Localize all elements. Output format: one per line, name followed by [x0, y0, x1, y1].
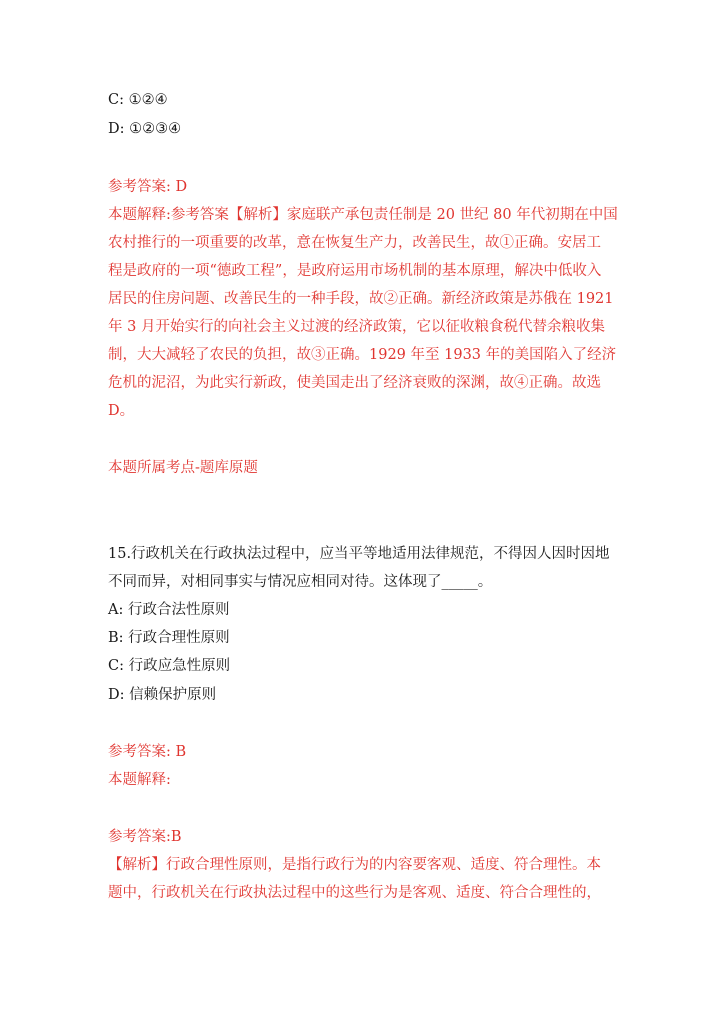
- question-stem: 不同而异，对相同事实与情况应相同对待。这体现了_____。: [108, 574, 493, 590]
- analysis-line: 题中，行政机关在行政执法过程中的这些行为是客观、适度、符合合理性的，: [108, 885, 601, 901]
- explanation-line: 制，大大减轻了农民的负担，故③正确。1929 年至 1933 年的美国陷入了经济: [108, 347, 617, 363]
- option-a: A: 行政合法性原则: [108, 602, 230, 618]
- explanation-line: D。: [108, 403, 135, 419]
- explanation-line: 年 3 月开始实行的向社会主义过渡的经济政策，它以征收粮食税代替余粮收集: [108, 319, 605, 335]
- explanation-line: 农村推行的一项重要的改革，意在恢复生产力，改善民生，故①正确。安居工: [108, 235, 601, 251]
- explanation-line: 本题解释:参考答案【解析】家庭联产承包责任制是 20 世纪 80 年代初期在中国: [108, 207, 618, 223]
- option-d: D: 信赖保护原则: [108, 687, 217, 703]
- explanation-label: 本题解释:: [108, 772, 171, 788]
- option-c: C: ①②④: [108, 92, 168, 108]
- answer-label-2: 参考答案:B: [108, 829, 182, 845]
- option-d: D: ①②③④: [108, 121, 182, 137]
- analysis-line: 【解析】行政合理性原则，是指行政行为的内容要客观、适度、符合理性。本: [108, 857, 601, 873]
- source-note: 本题所属考点-题库原题: [108, 460, 258, 476]
- option-b: B: 行政合理性原则: [108, 630, 230, 646]
- explanation-line: 居民的住房问题、改善民生的一种手段，故②正确。新经济政策是苏俄在 1921: [108, 291, 614, 307]
- option-c: C: 行政应急性原则: [108, 658, 231, 674]
- explanation-line: 危机的泥沼，为此实行新政，使美国走出了经济衰败的深渊，故④正确。故选: [108, 375, 601, 391]
- answer-label: 参考答案: B: [108, 744, 187, 760]
- explanation-line: 程是政府的一项“德政工程”，是政府运用市场机制的基本原理，解决中低收入: [108, 263, 602, 279]
- question-stem: 15.行政机关在行政执法过程中，应当平等地适用法律规范，不得因人因时因地: [108, 546, 610, 562]
- answer-label: 参考答案: D: [108, 179, 188, 195]
